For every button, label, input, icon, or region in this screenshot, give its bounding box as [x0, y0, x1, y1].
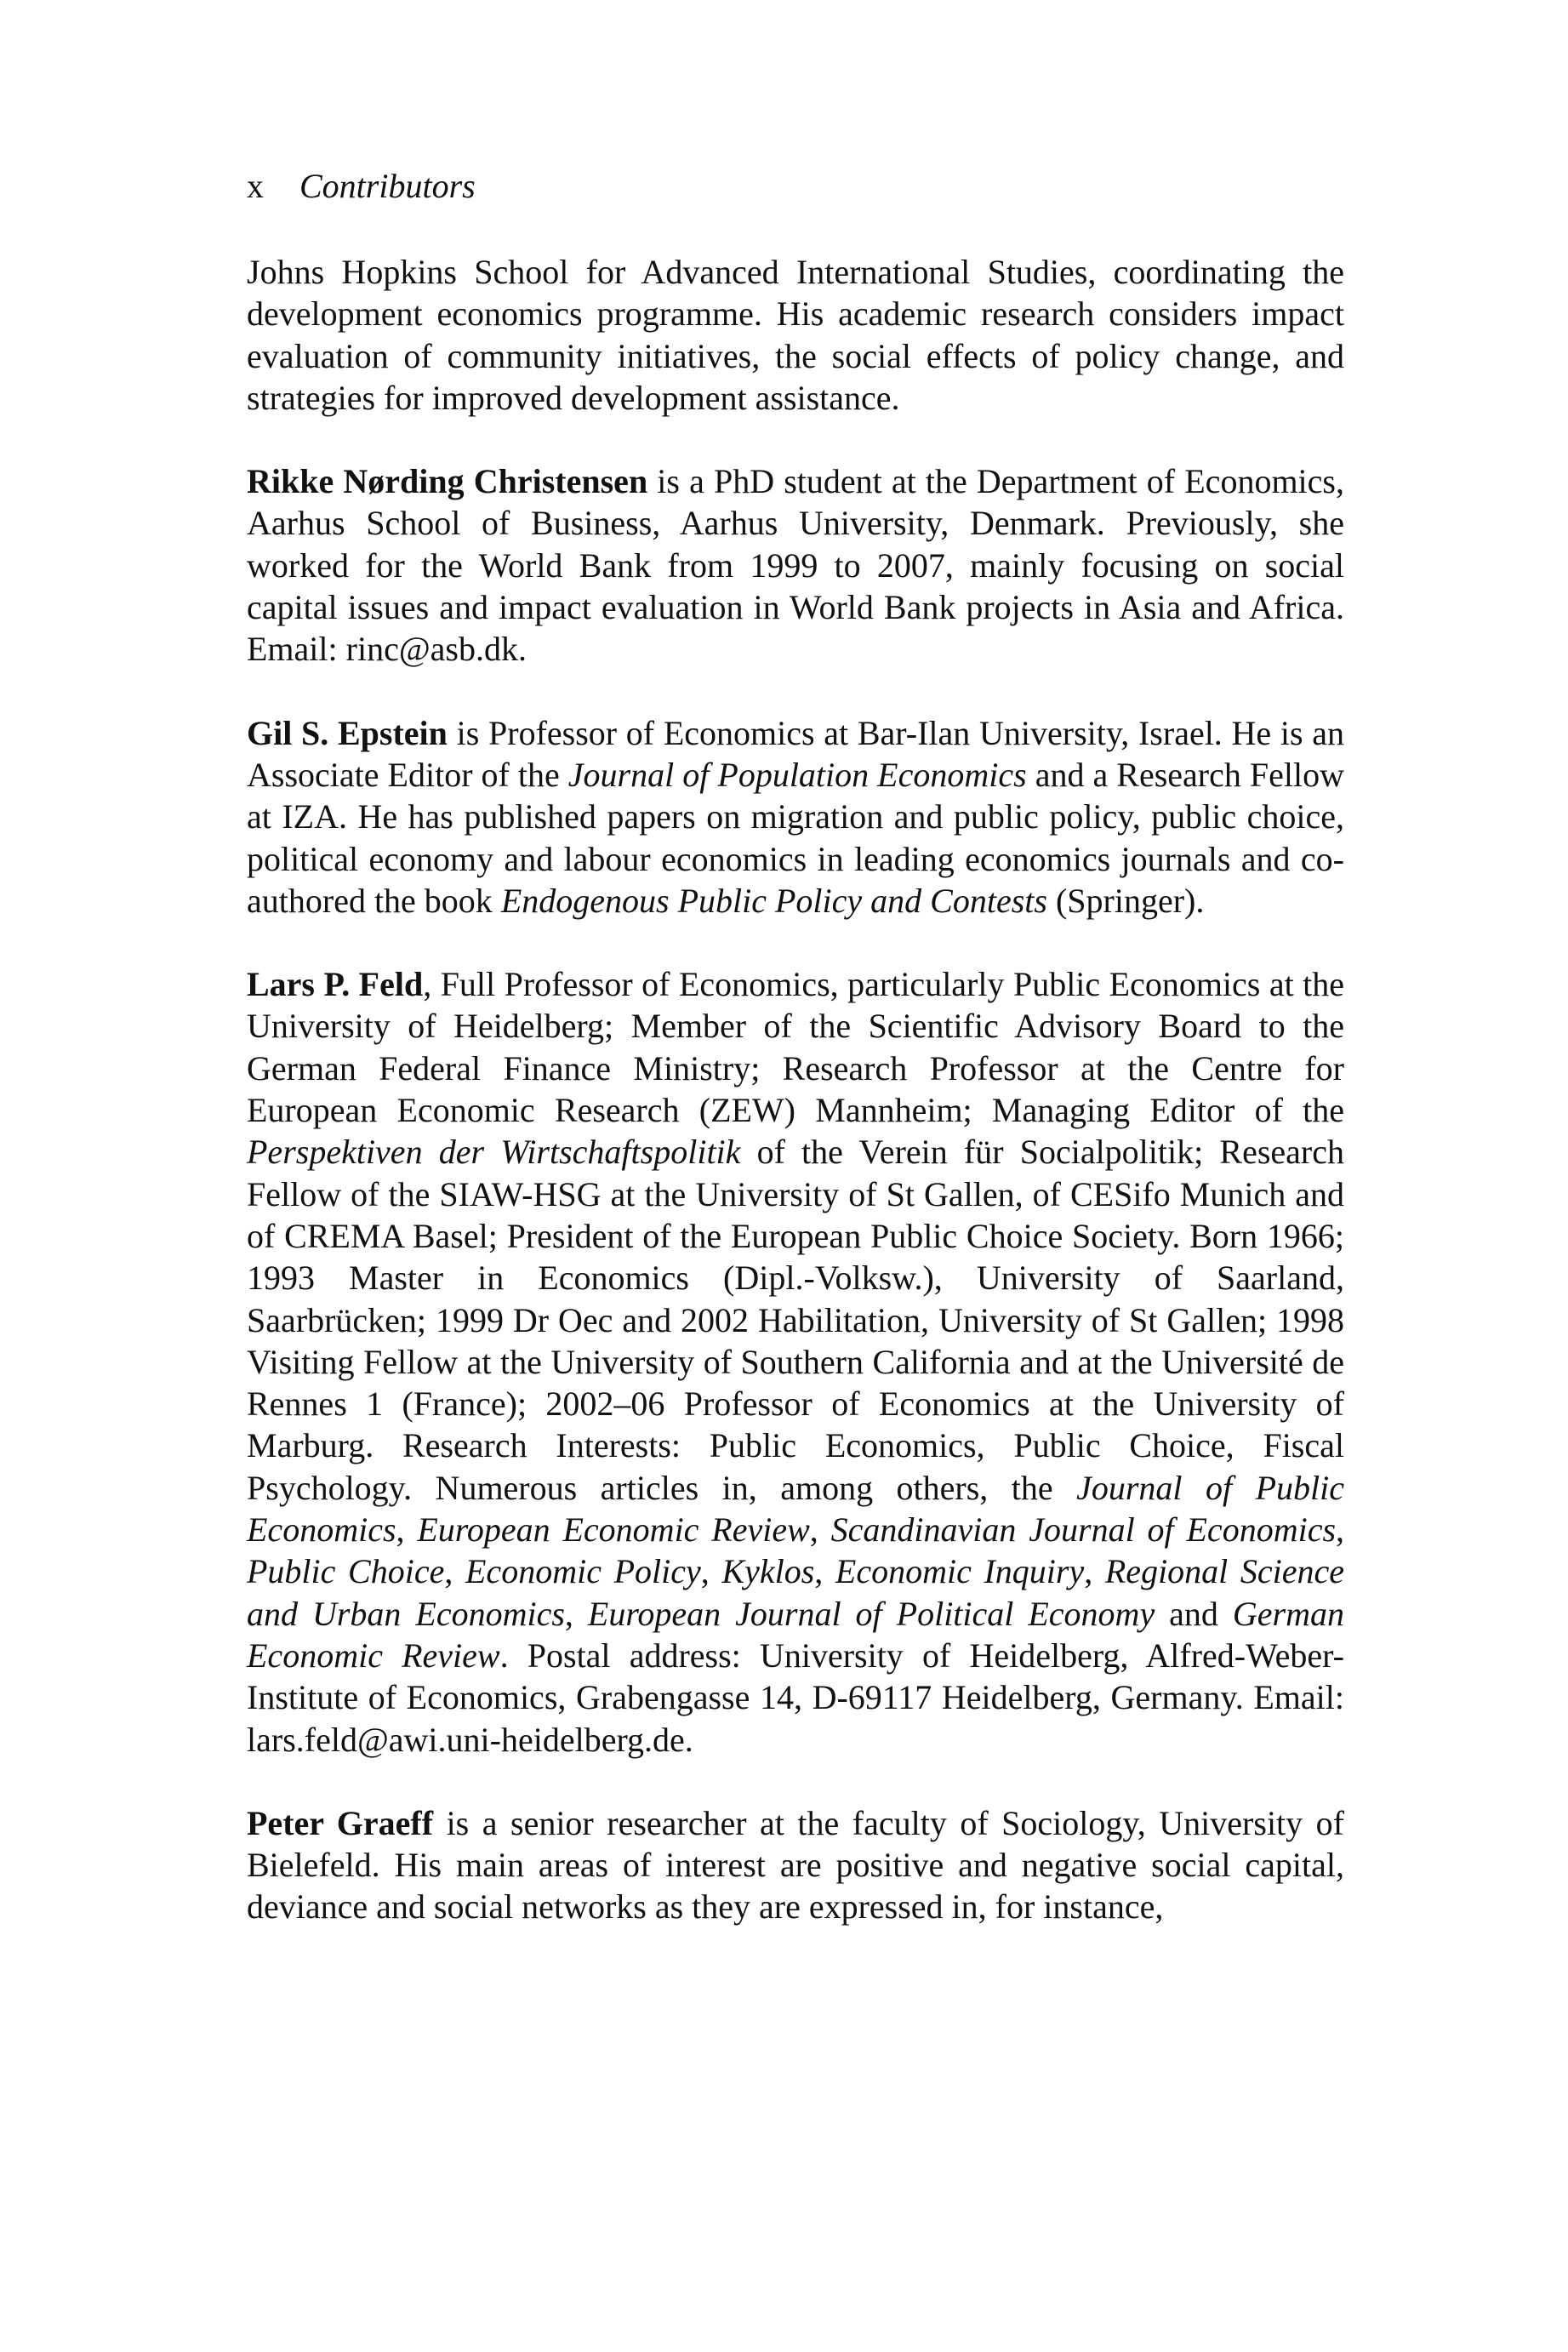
paragraph-text: ,: [700, 1552, 722, 1591]
contributor-paragraph: [247, 1802, 1344, 1928]
paragraph-text: and a Research Fellow at IZA. He has published papers on migration and public policy, public choice, political economy and labour economics in leading economics journals and co-authored the book: [247, 755, 1344, 920]
paragraph-text: is a senior researcher at the faculty of Sociology, University of Bielefeld. His main areas of interest are positive and negative social capital, deviance and social networks as they are expressed in, for instance,: [247, 1803, 1344, 1927]
publication-title: Endogenous Public Policy and Contests: [500, 881, 1047, 920]
paragraph-text: ,: [809, 1510, 831, 1550]
contributor-paragraph: [247, 460, 1344, 670]
paragraph-text: ,: [1084, 1552, 1105, 1591]
publication-title: Regional Science and Urban Economics: [247, 1552, 1345, 1633]
paragraph-text: , Full Professor of Economics, particularly Public Economics at the University of Heidelberg; Member of the Scientific Advisory Board to the German Federal Finance Ministry; Research Professor at the Centre for European Economic Research (ZEW) Mannheim; Managing Editor of the: [247, 965, 1345, 1130]
contributor-name: Lars P. Feld: [247, 965, 424, 1004]
publication-title: European Journal of Political Economy: [587, 1594, 1155, 1633]
paragraph-text: of the Verein für Socialpolitik; Research Fellow of the SIAW-HSG at the University of St Gallen, of CESifo Munich and of CREMA Basel; President of the European Public Choice Society. Born 1966; 1993 Master in Economics (Dipl.-Volksw.), University of Saarland, Saarbrücken; 1999 Dr Oec and 2002 Habilitation, University of St Gallen; 1998 Visiting Fellow at the University of Southern California and at the Université de Rennes 1 (France); 2002–06 Professor of Economics at the University of Marburg. Research Interests: Public Economics, Public Choice, Fiscal Psychology. Numerous articles in, among others, the: [247, 1133, 1344, 1507]
paragraph-text: (Springer).: [1046, 881, 1205, 920]
publication-title: European Economic Review: [417, 1510, 810, 1550]
section-title: Contributors: [299, 167, 476, 205]
paragraph-text: . Postal address: University of Heidelberg, Alfred-Weber-Institute of Economics, Grabengasse 14, D-69117 Heidelberg, Germany. Email: lars.feld@awi.uni-heidelberg.de.: [247, 1636, 1344, 1759]
contributor-name: Rikke Nørding Christensen: [247, 462, 648, 501]
publication-title: Kyklos: [721, 1552, 815, 1591]
paragraph-text: ,: [396, 1510, 418, 1550]
contributor-name: Peter Graeff: [247, 1803, 434, 1842]
paragraph-text: ,: [1336, 1510, 1345, 1550]
paragraph-text: and: [1155, 1594, 1233, 1633]
paragraph-text: ,: [444, 1552, 465, 1591]
publication-title: German Economic Review: [247, 1594, 1344, 1675]
contributor-entries: [247, 251, 1344, 1928]
book-page: [247, 166, 1344, 1970]
paragraph-text: is Professor of Economics at Bar-Ilan University, Israel. He is an Associate Editor of the: [247, 713, 1344, 794]
contributor-paragraph: [247, 712, 1344, 922]
publication-title: Public Choice: [247, 1552, 445, 1591]
page-number: x: [247, 167, 264, 205]
contributor-name: Gil S. Epstein: [247, 713, 448, 752]
publication-title: Journal of Public Economics: [247, 1468, 1344, 1550]
publication-title: Economic Inquiry: [835, 1552, 1085, 1591]
contributor-paragraph: [247, 251, 1344, 419]
publication-title: Journal of Population Economics: [567, 755, 1027, 794]
paragraph-text: ,: [814, 1552, 835, 1591]
paragraph-text: Johns Hopkins School for Advanced International Studies, coordinating the development economics programme. His academic research considers impact evaluation of community initiatives, the social effects of policy change, and strategies for improved development assistance.: [247, 253, 1344, 417]
paragraph-text: is a PhD student at the Department of Economics, Aarhus School of Business, Aarhus University, Denmark. Previously, she worked for the World Bank from 1999 to 2007, mainly focusing on social capital issues and impact evaluation in World Bank projects in Asia and Africa. Email: rinc@asb.dk.: [247, 462, 1344, 669]
publication-title: Economic Policy: [465, 1552, 701, 1591]
paragraph-text: ,: [564, 1594, 588, 1633]
publication-title: Perspektiven der Wirtschaftspolitik: [247, 1133, 741, 1172]
publication-title: Scandinavian Journal of Economics: [830, 1510, 1337, 1550]
contributor-paragraph: [247, 963, 1344, 1761]
running-head: [247, 166, 1344, 207]
